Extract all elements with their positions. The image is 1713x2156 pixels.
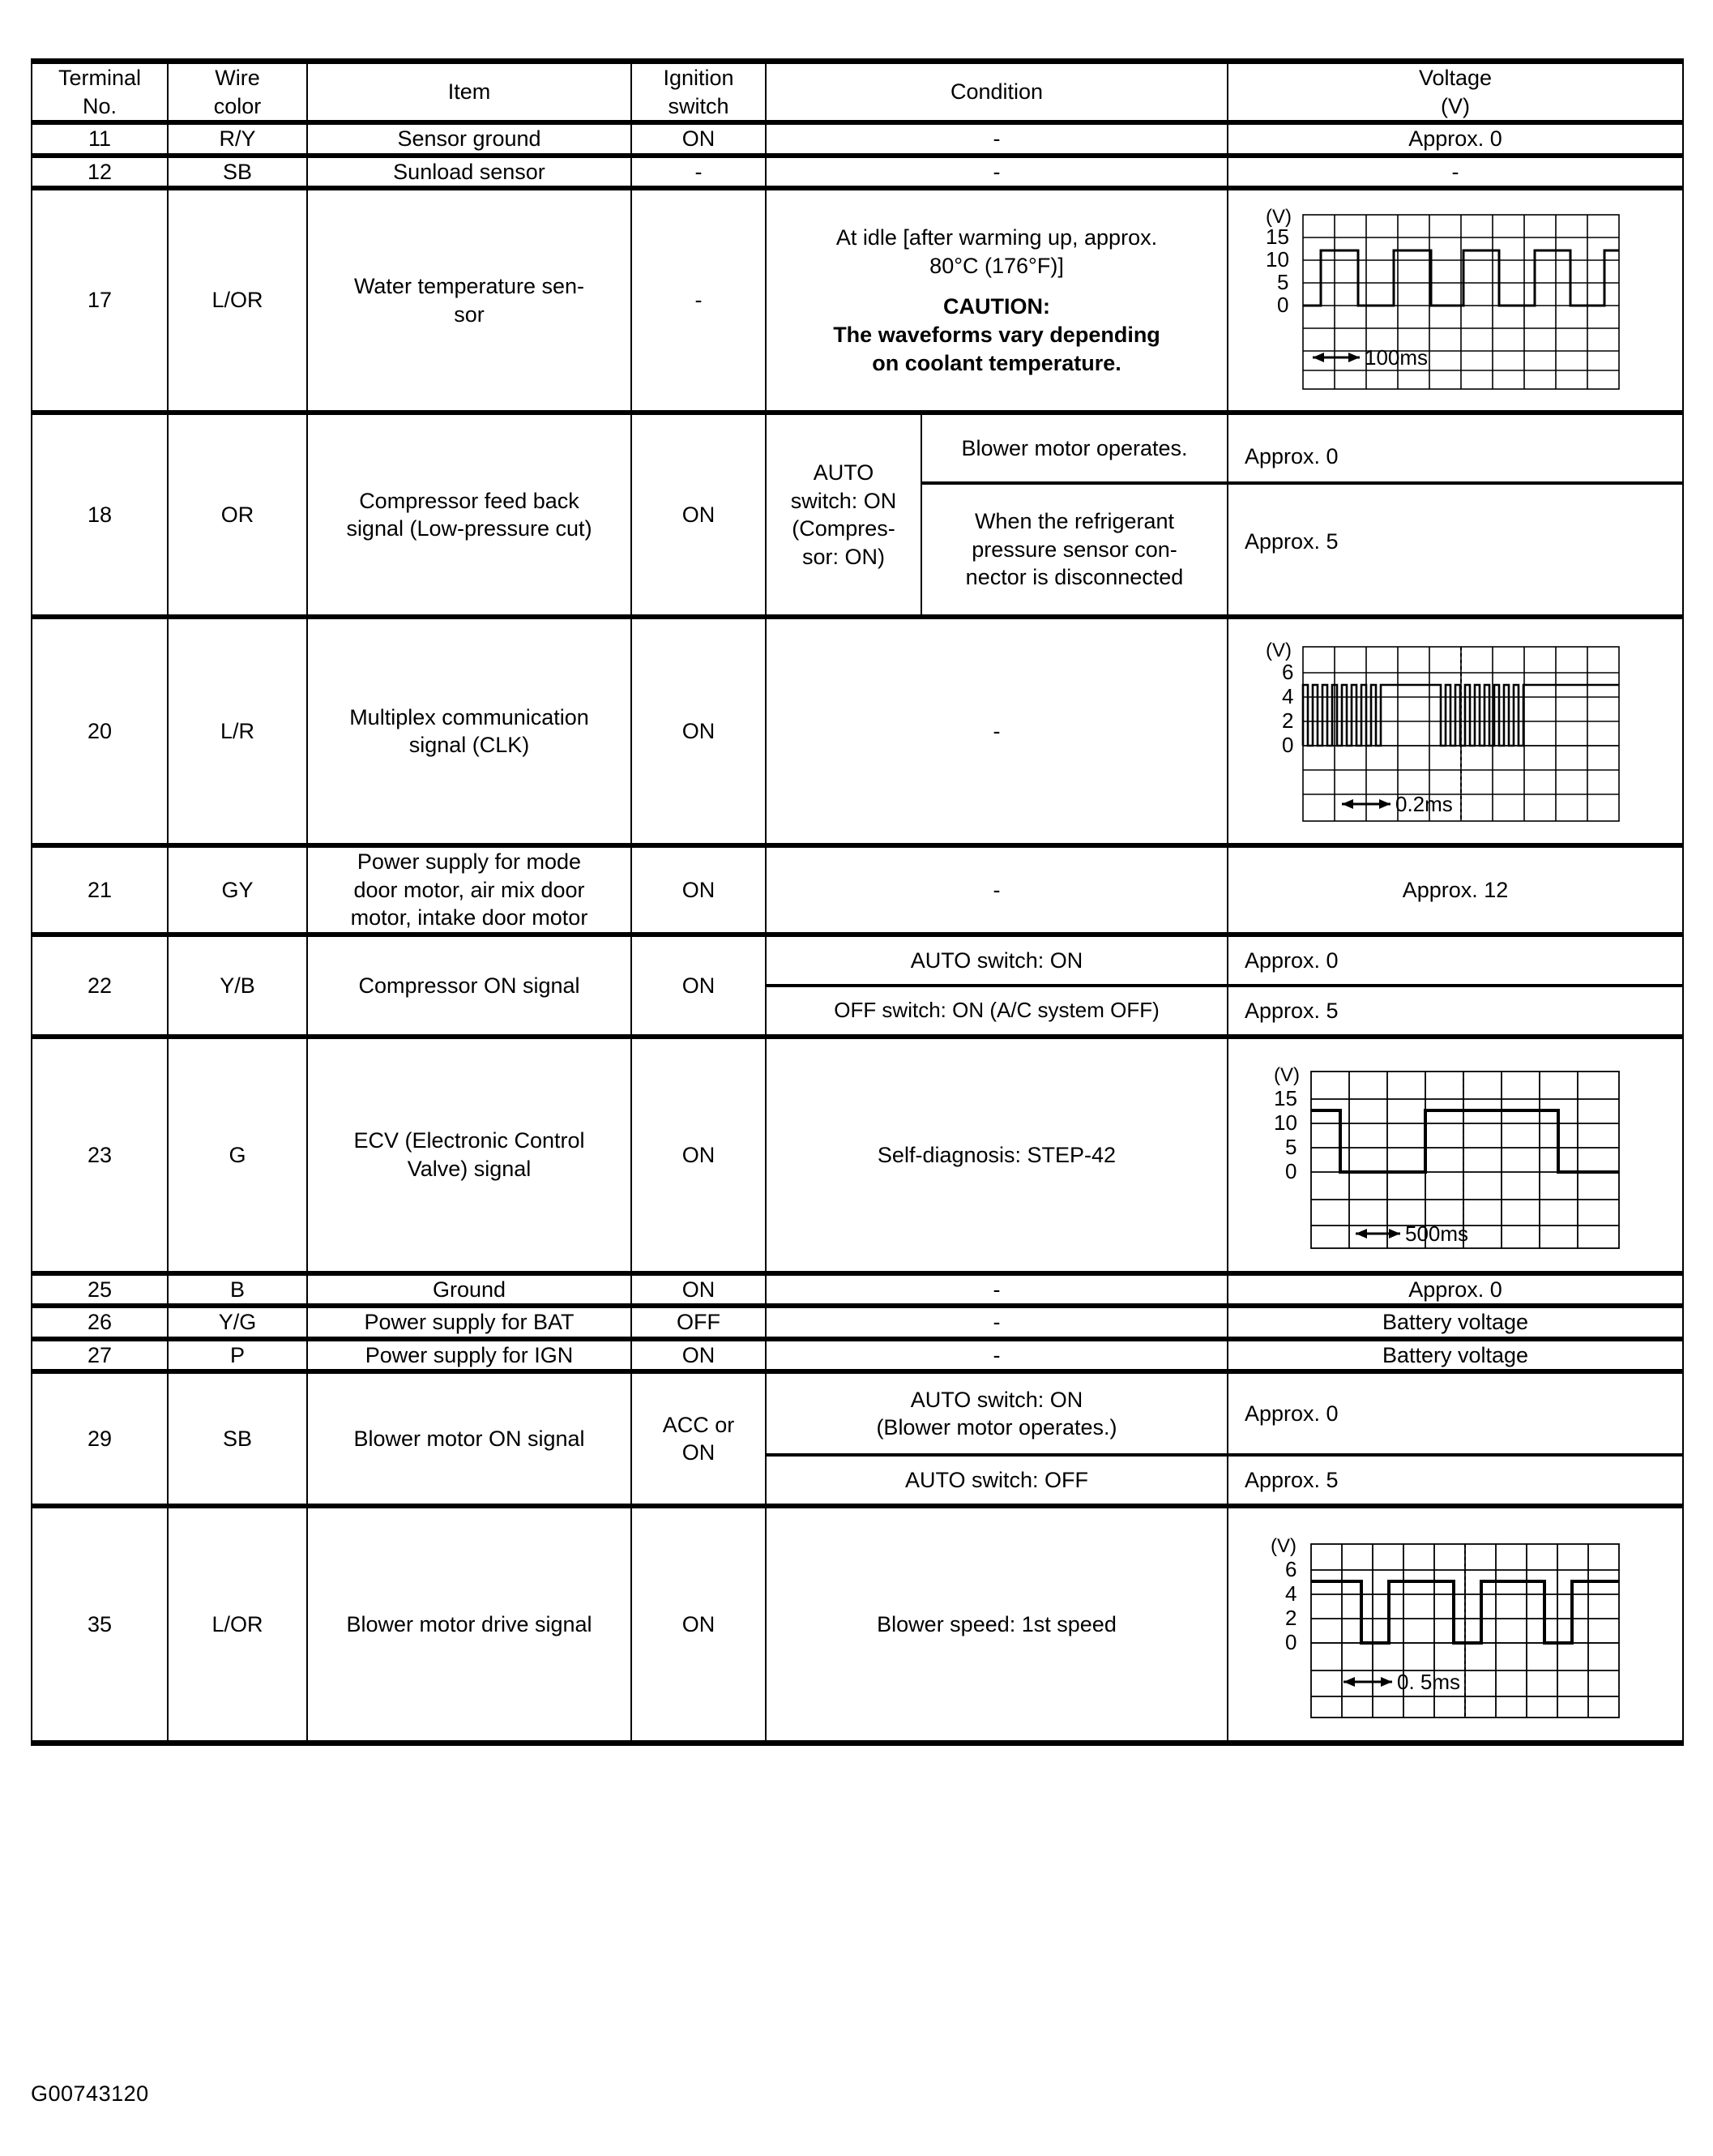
cell-ignition-switch: ON xyxy=(631,1339,766,1372)
cell-wire-color: P xyxy=(168,1339,307,1372)
cell-condition: Self-diagnosis: STEP-42 xyxy=(766,1037,1228,1273)
waveform-35-timebase xyxy=(1343,1670,1460,1694)
cell-terminal-no: 25 xyxy=(32,1273,168,1307)
cell-ignition-switch: - xyxy=(631,156,766,189)
header-wire-color xyxy=(168,62,307,123)
table-row xyxy=(32,617,1683,845)
voltage-subrow xyxy=(1228,986,1682,1034)
waveform-20-timebase-label: 0.2ms xyxy=(1395,792,1453,817)
cell-item: Blower motor drive signal xyxy=(307,1506,631,1743)
cell-terminal-no: 26 xyxy=(32,1306,168,1339)
caution-label: CAUTION: xyxy=(943,294,1050,319)
cell-terminal-no: 17 xyxy=(32,188,168,413)
waveform-23-ylabel: (V) xyxy=(1274,1063,1300,1086)
header-terminal-no xyxy=(32,62,168,123)
cell-ignition-switch: ON xyxy=(631,1273,766,1307)
cell-wire-color: L/OR xyxy=(168,188,307,413)
condition-subrow xyxy=(767,415,1227,483)
cell-condition-group xyxy=(766,1371,1228,1506)
cell-ignition-switch xyxy=(631,1371,766,1506)
cell-wire-color: Y/G xyxy=(168,1306,307,1339)
condition-subrow xyxy=(767,1374,1227,1455)
cell-item xyxy=(307,1037,631,1273)
cell-ignition-switch: ON xyxy=(631,413,766,617)
waveform-35-chart xyxy=(1246,1523,1627,1726)
header-item: Item xyxy=(307,62,631,123)
waveform-20-ytick-4: 4 xyxy=(1282,684,1294,709)
condition-sub-2 xyxy=(921,483,1227,614)
waveform-17-timebase-label: 100ms xyxy=(1365,345,1429,370)
condition-sub-2: OFF switch: ON (A/C system OFF) xyxy=(767,986,1227,1034)
cell-item-line2: Valve) signal xyxy=(407,1156,532,1181)
header-voltage-line1: Voltage xyxy=(1418,66,1493,90)
voltage-subrow xyxy=(1228,431,1682,483)
cell-condition-group xyxy=(766,413,1228,617)
condition-group-line1: AUTO xyxy=(813,460,874,486)
cell-terminal-no: 20 xyxy=(32,617,168,845)
voltage-sub-2: Approx. 5 xyxy=(1228,986,1682,1034)
cell-ignition-switch: OFF xyxy=(631,1306,766,1339)
terminal-voltage-table xyxy=(31,58,1684,1746)
waveform-17-ytick-5: 5 xyxy=(1277,270,1289,295)
table-row xyxy=(32,1306,1683,1339)
table-row xyxy=(32,413,1683,617)
cell-item: Blower motor ON signal xyxy=(307,1371,631,1506)
table-row xyxy=(32,845,1683,935)
condition-sub-1: AUTO switch: ON xyxy=(910,948,1083,973)
cell-voltage-waveform xyxy=(1228,1037,1683,1273)
caution-line1: The waveforms vary depending xyxy=(833,322,1160,347)
cell-terminal-no: 35 xyxy=(32,1506,168,1743)
table-row xyxy=(32,156,1683,189)
header-terminal-no-line2: No. xyxy=(82,93,117,118)
header-wire-color-line1: Wire xyxy=(215,66,260,90)
condition-group-line2: switch: ON xyxy=(790,488,897,513)
cell-ignition-switch: ON xyxy=(631,1037,766,1273)
waveform-20-ytick-6: 6 xyxy=(1282,660,1294,685)
cell-terminal-no: 27 xyxy=(32,1339,168,1372)
header-wire-color-line2: color xyxy=(213,93,262,118)
cell-terminal-no: 12 xyxy=(32,156,168,189)
cell-terminal-no: 29 xyxy=(32,1371,168,1506)
condition-sub-2-line3: nector is disconnected xyxy=(965,565,1184,590)
header-ignition-switch-line1: Ignition xyxy=(663,66,734,90)
waveform-20-ylabel: (V) xyxy=(1266,640,1292,662)
cell-voltage-waveform xyxy=(1228,188,1683,413)
table-header-row xyxy=(32,62,1683,123)
cell-item-line2: signal (CLK) xyxy=(408,733,530,758)
waveform-35-ylabel: (V) xyxy=(1271,1535,1296,1558)
condition-subrow xyxy=(767,1455,1227,1504)
condition-sub-1-line1: AUTO switch: ON xyxy=(910,1387,1083,1412)
voltage-subtable xyxy=(1228,937,1682,1034)
voltage-sub-1: Approx. 0 xyxy=(1245,443,1339,468)
table-row xyxy=(32,1037,1683,1273)
cell-wire-color: L/R xyxy=(168,617,307,845)
header-voltage-line2: (V) xyxy=(1441,93,1470,118)
table-row xyxy=(32,122,1683,156)
waveform-35-ytick-4: 4 xyxy=(1285,1581,1297,1606)
waveform-23-chart xyxy=(1246,1054,1627,1256)
waveform-23-ytick-5: 5 xyxy=(1285,1134,1297,1159)
cell-terminal-no: 11 xyxy=(32,122,168,156)
cell-item: Ground xyxy=(307,1273,631,1307)
cell-ignition-switch: ON xyxy=(631,845,766,935)
voltage-subrow xyxy=(1228,1455,1682,1504)
cell-ignition-switch-line2: ON xyxy=(681,1440,716,1465)
table-row xyxy=(32,188,1683,413)
cell-condition: - xyxy=(766,1273,1228,1307)
condition-group-line4: sor: ON) xyxy=(801,544,885,569)
waveform-23-ytick-15: 15 xyxy=(1274,1085,1297,1110)
waveform-17-ytick-0: 0 xyxy=(1277,293,1289,318)
condition-group-label xyxy=(767,415,921,614)
cell-condition xyxy=(766,188,1228,413)
cell-item-line2: sor xyxy=(454,302,485,327)
cell-item xyxy=(307,188,631,413)
cell-condition: - xyxy=(766,1306,1228,1339)
waveform-20-chart xyxy=(1246,634,1627,828)
cell-terminal-no: 23 xyxy=(32,1037,168,1273)
caution-line2: on coolant temperature. xyxy=(872,350,1121,375)
voltage-subtable xyxy=(1228,431,1682,598)
cell-condition-group xyxy=(766,935,1228,1037)
condition-subtable xyxy=(767,937,1227,1034)
condition-sub-1 xyxy=(767,1374,1227,1455)
waveform-17-timebase xyxy=(1313,345,1428,370)
header-terminal-no-line1: Terminal xyxy=(58,66,142,90)
waveform-23-ytick-10: 10 xyxy=(1274,1110,1297,1135)
cell-item xyxy=(307,617,631,845)
waveform-20-figure xyxy=(1228,619,1682,843)
condition-line2: 80°C (176°F)] xyxy=(929,253,1064,278)
cell-voltage-group xyxy=(1228,935,1683,1037)
waveform-17-figure xyxy=(1228,190,1682,410)
cell-item: Sensor ground xyxy=(307,122,631,156)
condition-sub-2-line1: When the refrigerant xyxy=(974,509,1175,534)
cell-item-line1: Water temperature sen- xyxy=(353,274,585,299)
header-condition: Condition xyxy=(766,62,1228,123)
cell-voltage-waveform xyxy=(1228,1506,1683,1743)
cell-voltage: - xyxy=(1228,156,1683,189)
waveform-35-ytick-2: 2 xyxy=(1285,1606,1297,1631)
cell-item: Power supply for BAT xyxy=(307,1306,631,1339)
table-row xyxy=(32,1339,1683,1372)
cell-wire-color: OR xyxy=(168,413,307,617)
cell-condition: - xyxy=(766,617,1228,845)
header-voltage xyxy=(1228,62,1683,123)
waveform-17-ylabel: (V) xyxy=(1266,206,1292,229)
cell-ignition-switch: ON xyxy=(631,935,766,1037)
waveform-20-ytick-2: 2 xyxy=(1282,708,1294,734)
cell-ignition-switch-line1: ACC or xyxy=(662,1412,735,1437)
voltage-subrow xyxy=(1228,937,1682,986)
cell-condition: Blower speed: 1st speed xyxy=(766,1506,1228,1743)
voltage-subrow xyxy=(1228,483,1682,598)
cell-voltage-group xyxy=(1228,1371,1683,1506)
voltage-sub-2: Approx. 5 xyxy=(1228,1455,1682,1504)
cell-voltage: Battery voltage xyxy=(1228,1339,1683,1372)
condition-sub-2-line2: pressure sensor con- xyxy=(972,537,1177,562)
cell-wire-color: L/OR xyxy=(168,1506,307,1743)
cell-wire-color: Y/B xyxy=(168,935,307,1037)
voltage-subtable xyxy=(1228,1374,1682,1504)
cell-ignition-switch: - xyxy=(631,188,766,413)
waveform-17-chart xyxy=(1246,205,1627,396)
cell-item-line1: Compressor feed back xyxy=(359,488,579,513)
cell-wire-color: G xyxy=(168,1037,307,1273)
cell-item: Compressor ON signal xyxy=(307,935,631,1037)
table-row xyxy=(32,1371,1683,1506)
cell-condition: - xyxy=(766,122,1228,156)
cell-terminal-no: 22 xyxy=(32,935,168,1037)
waveform-20-trace xyxy=(1303,685,1619,746)
header-ignition-switch xyxy=(631,62,766,123)
condition-sub-1: Blower motor operates. xyxy=(961,435,1188,460)
cell-item-line3: motor, intake door motor xyxy=(350,905,588,930)
table-row xyxy=(32,935,1683,1037)
waveform-35-timebase-label: 0. 5ms xyxy=(1397,1670,1461,1695)
waveform-23-trace xyxy=(1311,1110,1619,1172)
condition-line1: At idle [after warming up, approx. xyxy=(835,225,1158,250)
cell-voltage: Battery voltage xyxy=(1228,1306,1683,1339)
cell-wire-color: SB xyxy=(168,156,307,189)
cell-item-line2: door motor, air mix door xyxy=(353,877,585,902)
cell-voltage-waveform xyxy=(1228,617,1683,845)
cell-voltage: Approx. 0 xyxy=(1228,122,1683,156)
condition-subtable xyxy=(767,415,1227,614)
waveform-23-figure xyxy=(1228,1039,1682,1271)
waveform-35-ytick-0: 0 xyxy=(1285,1630,1297,1655)
cell-item: Sunload sensor xyxy=(307,156,631,189)
cell-wire-color: SB xyxy=(168,1371,307,1506)
waveform-35-ytick-6: 6 xyxy=(1285,1557,1297,1582)
cell-item xyxy=(307,845,631,935)
cell-voltage: Approx. 12 xyxy=(1228,845,1683,935)
cell-item: Power supply for IGN xyxy=(307,1339,631,1372)
condition-subtable xyxy=(767,1374,1227,1504)
cell-item-line1: Multiplex communication xyxy=(349,704,589,729)
cell-item-line1: Power supply for mode xyxy=(357,849,582,875)
cell-wire-color: GY xyxy=(168,845,307,935)
cell-condition: - xyxy=(766,845,1228,935)
waveform-20-ytick-0: 0 xyxy=(1282,733,1294,758)
waveform-35-figure xyxy=(1228,1508,1682,1740)
voltage-sub-1: Approx. 0 xyxy=(1245,948,1339,973)
waveform-23-ytick-0: 0 xyxy=(1285,1158,1297,1183)
cell-terminal-no: 18 xyxy=(32,413,168,617)
voltage-subrow xyxy=(1228,1374,1682,1455)
cell-condition: - xyxy=(766,156,1228,189)
cell-condition: - xyxy=(766,1339,1228,1372)
condition-subrow xyxy=(767,986,1227,1034)
condition-group-line3: (Compres- xyxy=(792,516,895,541)
cell-wire-color: B xyxy=(168,1273,307,1307)
cell-wire-color: R/Y xyxy=(168,122,307,156)
waveform-20-timebase xyxy=(1342,792,1453,816)
condition-sub-1-line2: (Blower motor operates.) xyxy=(876,1415,1117,1440)
table-row xyxy=(32,1506,1683,1743)
table-row xyxy=(32,1273,1683,1307)
cell-item-line1: ECV (Electronic Control xyxy=(353,1128,585,1153)
cell-ignition-switch: ON xyxy=(631,122,766,156)
cell-terminal-no: 21 xyxy=(32,845,168,935)
condition-subrow xyxy=(767,937,1227,986)
cell-voltage: Approx. 0 xyxy=(1228,1273,1683,1307)
condition-sub-2: AUTO switch: OFF xyxy=(767,1455,1227,1504)
waveform-23-timebase-label: 500ms xyxy=(1405,1221,1469,1246)
cell-ignition-switch: ON xyxy=(631,617,766,845)
waveform-17-ytick-10: 10 xyxy=(1266,247,1289,272)
cell-ignition-switch: ON xyxy=(631,1506,766,1743)
cell-voltage-group xyxy=(1228,413,1683,617)
waveform-17-ytick-15: 15 xyxy=(1266,225,1289,250)
voltage-sub-2: Approx. 5 xyxy=(1228,483,1682,598)
cell-item-line2: signal (Low-pressure cut) xyxy=(346,516,592,541)
figure-code: G00743120 xyxy=(31,2081,149,2106)
header-ignition-switch-line2: switch xyxy=(668,93,729,118)
voltage-sub-1: Approx. 0 xyxy=(1245,1401,1339,1427)
cell-item xyxy=(307,413,631,617)
